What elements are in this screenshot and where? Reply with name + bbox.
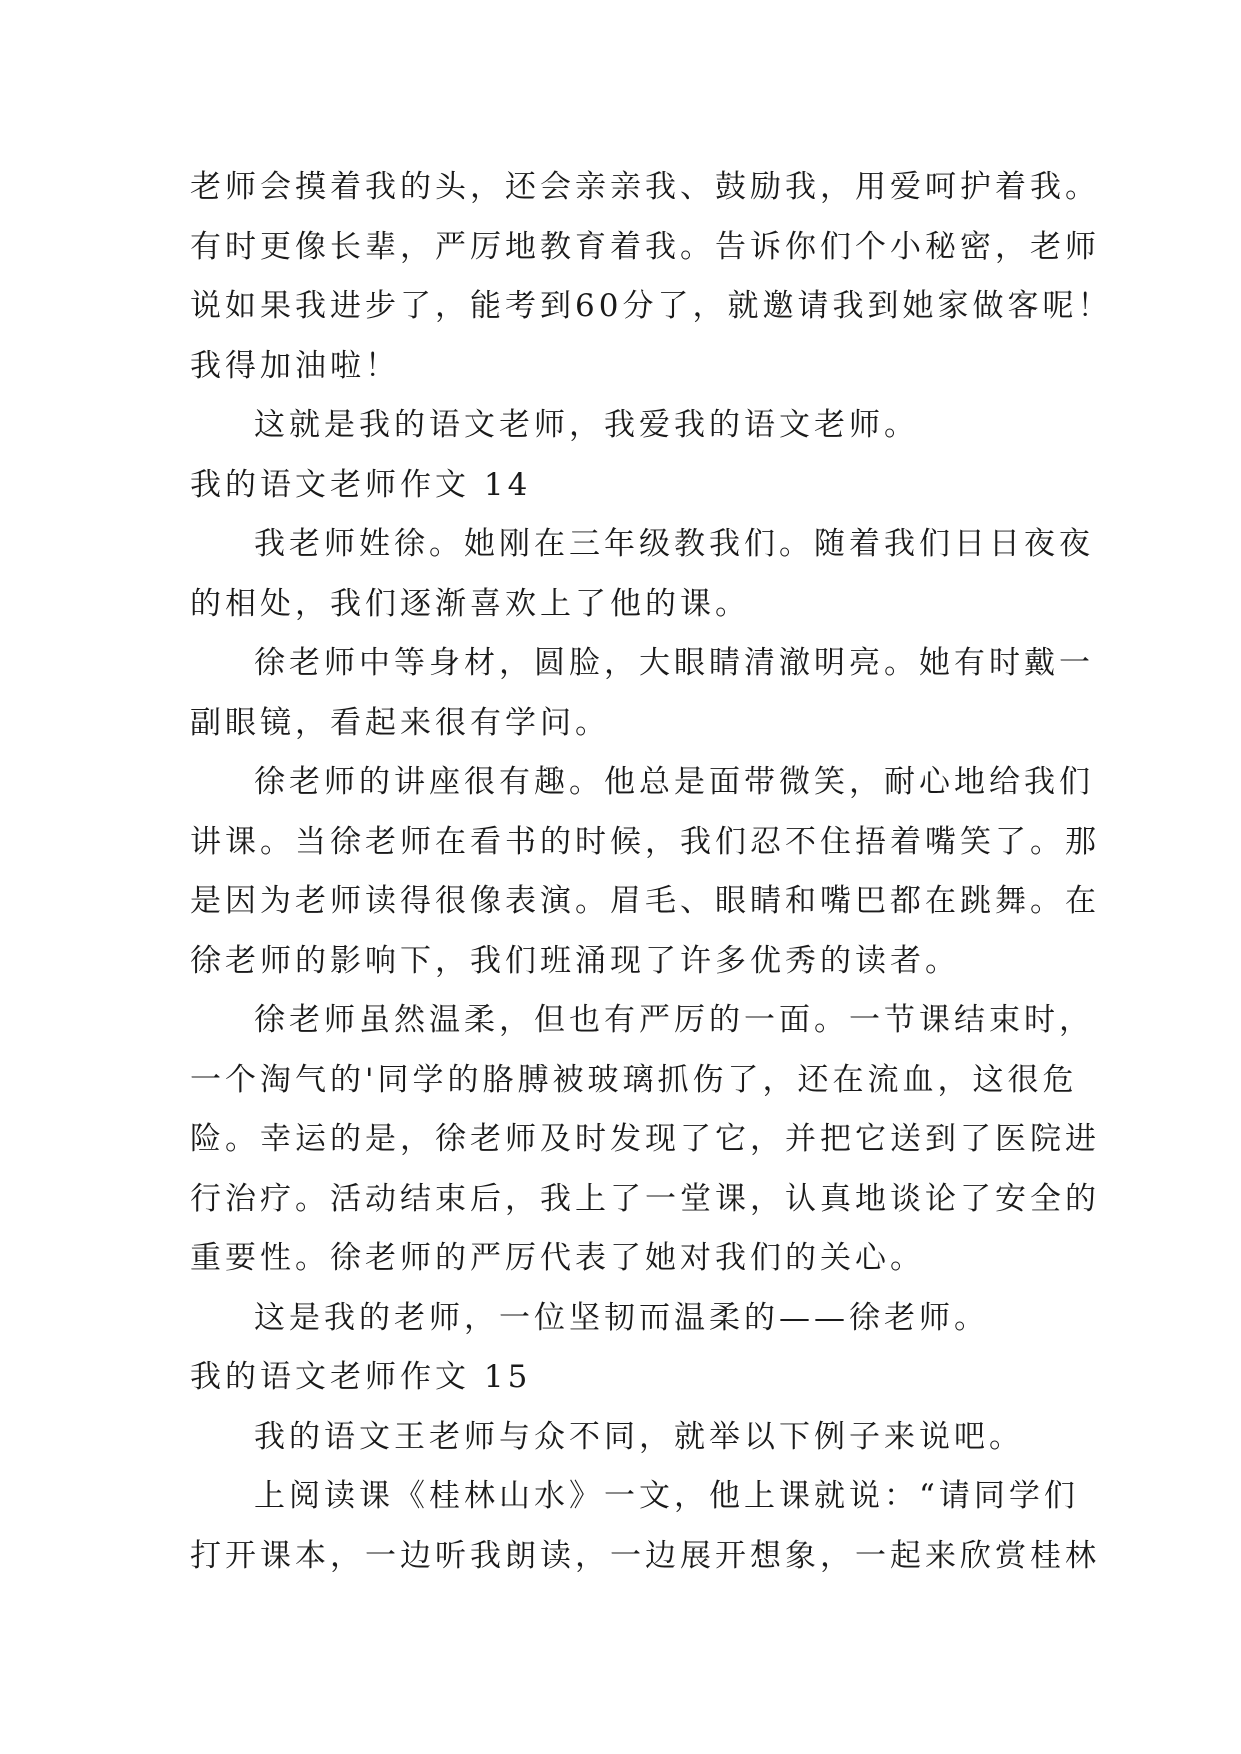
- text-line: 行治疗。活动结束后，我上了一堂课，认真地谈论了安全的: [190, 1180, 1100, 1217]
- text-line: 这是我的老师，一位坚韧而温柔的——徐老师。: [254, 1299, 989, 1336]
- text-line: 徐老师的影响下，我们班涌现了许多优秀的读者。: [190, 942, 960, 979]
- text-line: 徐老师的讲座很有趣。他总是面带微笑，耐心地给我们: [254, 764, 1094, 800]
- text-line: 这就是我的语文老师，我爱我的语文老师。: [254, 407, 919, 443]
- text-line: 徐老师中等身材，圆脸，大眼睛清澈明亮。她有时戴一: [254, 645, 1094, 681]
- text-line: 上阅读课《桂林山水》一文，他上课就说：“请同学们: [254, 1478, 1079, 1514]
- text-line: 我得加油啦！: [190, 347, 400, 384]
- text-line: 有时更像长辈，严厉地教育着我。告诉你们个小秘密，老师: [190, 228, 1100, 265]
- text-line: 徐老师虽然温柔，但也有严厉的一面。一节课结束时，: [254, 1002, 1094, 1038]
- text-line: 说如果我进步了，能考到60分了，就邀请我到她家做客呢！: [190, 288, 1113, 324]
- text-line: 是因为老师读得很像表演。眉毛、眼睛和嘴巴都在跳舞。在: [190, 883, 1100, 919]
- text-line: 讲课。当徐老师在看书的时候，我们忍不住捂着嘴笑了。那: [190, 823, 1100, 860]
- text-line: 一个淘气的'同学的胳膊被玻璃抓伤了，还在流血，这很危: [190, 1061, 1078, 1098]
- text-line: 副眼镜，看起来很有学问。: [190, 704, 610, 741]
- text-line: 重要性。徐老师的严厉代表了她对我们的关心。: [190, 1240, 925, 1276]
- section-heading: 我的语文老师作文 14: [190, 466, 532, 503]
- text-line: 我老师姓徐。她刚在三年级教我们。随着我们日日夜夜: [254, 526, 1094, 562]
- text-line: 打开课本，一边听我朗读，一边展开想象，一起来欣赏桂林: [190, 1537, 1100, 1574]
- section-heading: 我的语文老师作文 15: [190, 1359, 532, 1395]
- text-line: 我的语文王老师与众不同，就举以下例子来说吧。: [254, 1418, 1024, 1455]
- document-body: [190, 158, 1113, 1586]
- text-line: 老师会摸着我的头，还会亲亲我、鼓励我，用爱呵护着我。: [190, 169, 1100, 205]
- text-line: 险。幸运的是，徐老师及时发现了它，并把它送到了医院进: [190, 1121, 1100, 1157]
- text-line: 的相处，我们逐渐喜欢上了他的课。: [190, 585, 750, 622]
